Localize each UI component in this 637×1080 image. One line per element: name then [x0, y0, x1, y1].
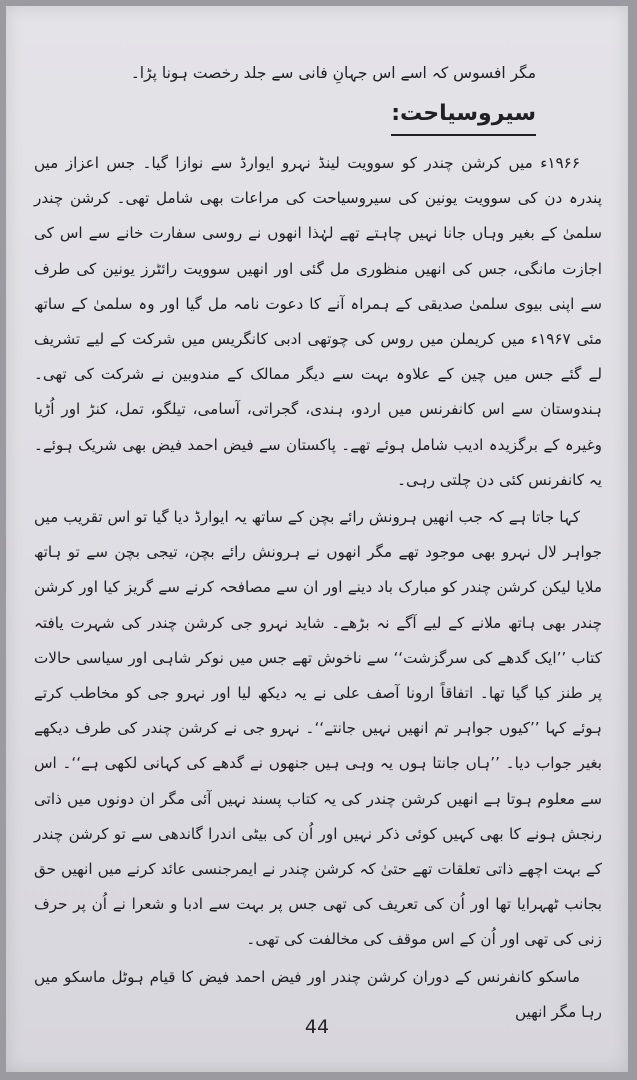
section-heading: سیروسیاحت: [391, 96, 536, 136]
lead-line: مگر افسوس کہ اسے اس جہانِ فانی سے جلد رخصت ہونا پڑا۔ [130, 64, 536, 82]
page-content [34, 58, 602, 1030]
paragraph-2: کہا جاتا ہے کہ جب انھیں ہرونش رائے بچن کے ساتھ یہ ایوارڈ دیا گیا تو اس تقریب میں جواہر لال نہرو بھی موجود تھے مگر انھوں نے ہرونش رائے بچن، تیجی بچن سے تو ہاتھ ملایا لیکن کرشن چندر کو مبارک باد دینے اور ان سے مصافحہ کرنے سے گریز کیا اور کرشن چندر بھی ہاتھ ملانے کے لیے آگے نہ بڑھے۔ شاید نہرو جی کرشن چندر کی شہرت یافتہ کتاب ’’ایک گدھے کی سرگزشت‘‘ سے ناخوش تھے جس میں نوکر شاہی اور سیاسی حالات پر طنز کیا گیا تھا۔ اتفاقاً ارونا آصف علی نے یہ دیکھ لیا اور نہرو جی کو مخاطب کرتے ہوئے کہا ’’کیوں جواہر تم انھیں نہیں جانتے‘‘۔ نہرو جی نے کرشن چندر کی طرف دیکھے بغیر جواب دیا۔ ’’ہاں جانتا ہوں یہ وہی ہیں جنھوں نے گدھے کی کہانی لکھی ہے‘‘۔ اس سے معلوم ہوتا ہے انھیں کرشن چندر کی یہ کتاب پسند نہیں آئی مگر ان دونوں میں ذاتی رنجش ہونے کا بھی کہیں کوئی ذکر نہیں اور اُن کی بیٹی اندرا گاندھی سے تو کرشن چندر کے بہت اچھے ذاتی تعلقات تھے حتیٰ کہ کرشن چندر نے ایمرجنسی عائد کرنے میں انھیں حق بجانب ٹھہرایا تھا اور اُن کی تعریف کی تھی جس پر بہت سے ادبا و شعرا نے اُن پر حرف زنی کی تھی اور اُن کے اس موقف کی مخالفت کی تھی۔ [34, 508, 602, 949]
paragraph-3: ماسکو کانفرنس کے دوران کرشن چندر اور فیض احمد فیض کا قیام ہوٹل ماسکو میں رہا مگر انھیں [34, 967, 602, 1021]
book-page [6, 6, 628, 1072]
page-number: 44 [304, 1016, 330, 1038]
paragraph-1: ۱۹۶۶ء میں کرشن چندر کو سوویت لینڈ نہرو ایوارڈ سے نوازا گیا۔ جس اعزاز میں پندرہ دن کی سوویت یونین کی سیروسیاحت کی مراعات بھی شامل تھی۔ کرشن چندر سلمیٰ کے بغیر وہاں جانا نہیں چاہتے تھے لہٰذا انھوں نے روسی سفارت خانے سے اس کی اجازت مانگی، جس کی انھیں منظوری مل گئی اور انھیں سوویت رائٹرز یونین کی طرف سے اپنی بیوی سلمیٰ صدیقی کے ہمراہ آنے کا دعوت نامہ مل گیا اور وہ سلمیٰ کے ساتھ مئی ۱۹۶۷ء میں کریملن میں روس کی چوتھی ادبی کانگریس میں شرکت کے لیے تشریف لے گئے جس میں چین کے علاوہ بہت سے دیگر ممالک کے مندوبین نے شرکت کی تھی۔ ہندوستان سے اس کانفرنس میں اردو، ہندی، گجراتی، آسامی، تیلگو، تمل، کنڑ اور اُڑیا وغیرہ کے برگزیدہ ادیب شامل ہوئے تھے۔ پاکستان سے فیض احمد فیض بھی شریک ہوئے۔ یہ کانفرنس کئی دن چلتی رہی۔ [34, 154, 602, 489]
section-heading-wrap [34, 96, 602, 136]
